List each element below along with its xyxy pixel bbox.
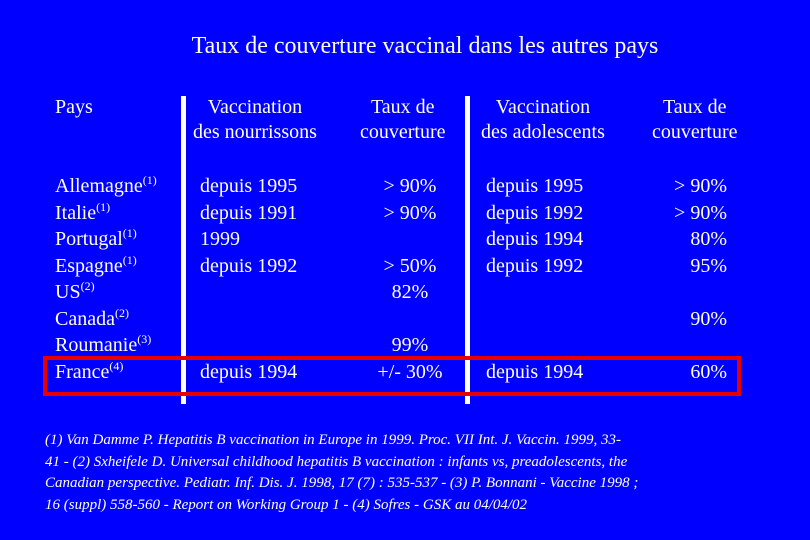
country-cell: Espagne$^{(1)}$ xyxy=(55,252,137,277)
table-cell xyxy=(360,306,460,333)
header-label: Taux de xyxy=(370,96,435,118)
taux-adolescents-column xyxy=(640,173,727,385)
taux-nourrissons-column xyxy=(360,173,460,385)
country-cell: Roumanie$^{(3)}$ xyxy=(55,332,152,356)
footnote-line: 41 - (2) Sxheifele D. Universal childhood hepatitis B vaccination : infants vs, preadolescents, the xyxy=(45,453,628,470)
header-label: couverture xyxy=(652,121,738,143)
footnote-line: 16 (suppl) 558-560 - Report on Working Group 1 - (4) Sofres - GSK au 04/04/02 xyxy=(45,496,528,513)
table-cell: depuis 1992 xyxy=(486,254,584,277)
table-cell: > 90% xyxy=(383,201,437,224)
table-cell: > 90% xyxy=(674,201,727,224)
table-cell xyxy=(486,306,583,333)
header-vaccination-adolescents xyxy=(481,95,605,145)
table-cell: 99% xyxy=(391,334,429,356)
table-cell xyxy=(486,279,583,306)
country-cell: Canada$^{(2)}$ xyxy=(55,305,129,330)
header-vaccination-nourrissons xyxy=(193,95,317,145)
header-label: couverture xyxy=(360,121,446,143)
table-cell: depuis 1995 xyxy=(200,175,298,197)
table-cell: 95% xyxy=(690,254,727,277)
table-cell xyxy=(200,306,297,333)
table-cell: depuis 1994 xyxy=(486,360,584,383)
vaccination-nourrissons-column xyxy=(200,173,297,385)
table-cell: 80% xyxy=(690,228,727,250)
header-label: Vaccination xyxy=(495,96,591,118)
table-cell: depuis 1992 xyxy=(200,254,298,277)
header-label: des adolescents xyxy=(481,121,605,143)
country-column xyxy=(55,173,157,385)
footnote-line: (1) Van Damme P. Hepatitis B vaccination in Europe in 1999. Proc. VII Int. J. Vaccin. 1999, 33- xyxy=(45,432,621,448)
france-row-highlight xyxy=(43,356,741,396)
table-cell: 90% xyxy=(690,307,727,330)
table-cell: depuis 1992 xyxy=(486,201,584,224)
vaccination-adolescents-column xyxy=(486,173,583,385)
footnotes xyxy=(45,430,765,516)
table-cell: depuis 1994 xyxy=(200,360,298,383)
header-label: Vaccination xyxy=(207,96,303,118)
country-cell: Portugal$^{(1)}$ xyxy=(55,226,137,250)
table-cell xyxy=(200,279,297,306)
table-cell: > 50% xyxy=(383,254,437,277)
header-label: Taux de xyxy=(662,96,727,118)
table-cell: 1999 xyxy=(200,228,240,250)
slide-title: Taux de couverture vaccinal dans les autres pays xyxy=(191,33,659,59)
header-taux-adolescents xyxy=(652,95,738,145)
header-taux-nourrissons xyxy=(360,95,446,145)
footnote-line: Canadian perspective. Pediatr. Inf. Dis. J. 1998, 17 (7) : 535-537 - (3) P. Bonnani - Vaccine 1998 ; xyxy=(45,475,639,491)
table-cell xyxy=(360,226,460,253)
table-cell: 82% xyxy=(391,281,429,303)
country-cell: Italie$^{(1)}$ xyxy=(55,199,111,224)
table-cell: depuis 1994 xyxy=(486,228,584,250)
table-cell: depuis 1991 xyxy=(200,201,298,224)
table-cell: > 90% xyxy=(383,175,437,197)
header-pays-label: Pays xyxy=(55,96,93,118)
table-cell: 60% xyxy=(690,360,727,383)
country-cell: US$^{(2)}$ xyxy=(55,279,95,303)
table-cell: depuis 1995 xyxy=(486,175,584,197)
table-cell xyxy=(640,279,727,306)
table-cell: > 90% xyxy=(674,175,727,197)
country-cell: France$^{(4)}$ xyxy=(55,358,124,383)
table-cell xyxy=(640,332,727,359)
table-cell: +/- 30% xyxy=(377,360,443,383)
table-cell xyxy=(200,332,297,359)
header-label: des nourrissons xyxy=(193,121,317,143)
country-cell: Allemagne$^{(1)}$ xyxy=(55,173,157,197)
header-pays xyxy=(55,95,93,120)
table-cell xyxy=(486,332,583,359)
